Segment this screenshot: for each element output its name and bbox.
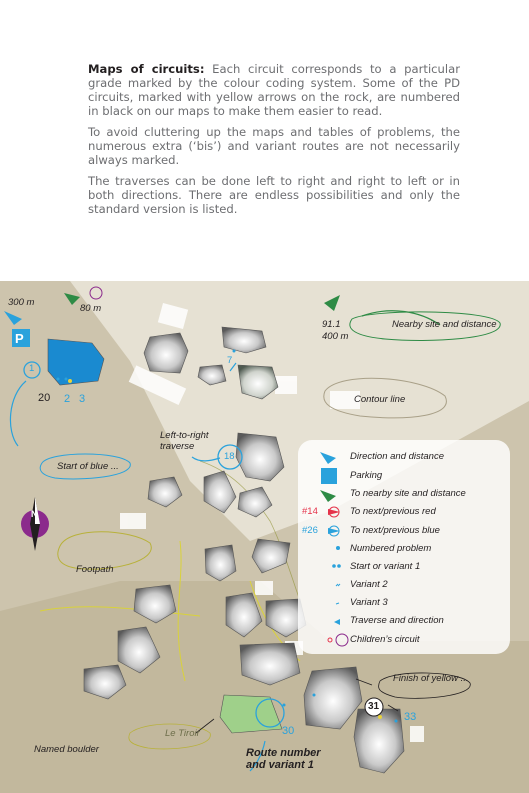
legend-direction: Direction and distance xyxy=(350,451,444,462)
problem-33: 33 xyxy=(404,711,417,723)
legend-red-icon xyxy=(328,507,340,517)
legend-start-icon xyxy=(337,564,341,568)
le-tiroir-label: Le Tiroir xyxy=(165,728,200,739)
nearby-site-label: Nearby site and distance xyxy=(392,319,497,330)
map-legend xyxy=(298,440,510,654)
legend-v3: Variant 3 xyxy=(350,597,388,608)
problem-2: 2 xyxy=(64,393,71,405)
legend-red: To next/previous red xyxy=(350,506,436,517)
intro-p1-text: Each circuit corresponds to a particular grade marked by the colour coding system. Some of the PD circuits, marked with yellow arrows on the rock, are numbered in black on our maps to make them easier to read. xyxy=(88,62,460,118)
finish-yellow-label: Finish of yellow ... xyxy=(393,673,469,684)
problem-7: 7 xyxy=(227,355,233,366)
intro-paragraph-1 xyxy=(88,62,460,118)
start-blue-label: Start of blue ... xyxy=(57,461,119,472)
legend-v2-icon xyxy=(336,584,340,586)
legend-start: Start or variant 1 xyxy=(350,561,421,572)
named-boulder-label: Named boulder xyxy=(34,744,99,755)
intro-paragraph-3: The traverses can be done left to right and right to left or in both directions. There are endless possibilities and only the standard version is listed. xyxy=(88,174,460,216)
ltr-traverse-label-2: traverse xyxy=(160,441,195,452)
dist-91: 91.1 xyxy=(322,319,341,330)
legend-traverse: Traverse and direction xyxy=(350,615,444,626)
legend-blue: To next/previous blue xyxy=(350,525,440,536)
dist-80: 80 m xyxy=(80,303,102,314)
legend-v3-icon xyxy=(336,603,339,604)
intro-paragraph-2: To avoid cluttering up the maps and tables of problems, the numerous extra (‘bis’) and variant routes are not necessarily always marked. xyxy=(88,125,460,167)
parking-symbol: P xyxy=(15,331,24,346)
legend-traverse-icon xyxy=(334,619,340,625)
legend-parking-icon xyxy=(321,468,337,484)
legend-numbered: Numbered problem xyxy=(350,543,432,554)
legend-children: Children’s circuit xyxy=(350,634,420,645)
legend-blue-icon xyxy=(328,526,340,536)
problem-18: 18 xyxy=(224,451,235,462)
legend-v2: Variant 2 xyxy=(350,579,388,590)
legend-children-icon xyxy=(328,634,348,646)
legend-parking: Parking xyxy=(350,470,383,481)
dist-400: 400 m xyxy=(322,331,349,342)
legend-blue-tag: #26 xyxy=(302,525,318,536)
legend-nearby: To nearby site and distance xyxy=(350,488,466,499)
contour-line-label: Contour line xyxy=(354,394,406,405)
legend-red-tag: #14 xyxy=(302,506,318,517)
problem-1: 1 xyxy=(29,363,35,374)
problem-20: 20 xyxy=(38,392,51,404)
legend-numbered-icon xyxy=(336,546,340,550)
route-number-label-1: Route number xyxy=(246,747,321,759)
intro-text xyxy=(88,62,460,223)
legend-nearby-icon xyxy=(320,490,336,502)
compass-n: N xyxy=(31,509,38,519)
ltr-traverse-label-1: Left-to-right xyxy=(160,430,209,441)
legend-direction-icon xyxy=(320,452,336,464)
route-number-label-2: and variant 1 xyxy=(246,759,314,771)
problem-3: 3 xyxy=(79,393,86,405)
footpath-label: Footpath xyxy=(76,564,114,575)
problem-31: 31 xyxy=(368,701,380,712)
dist-300: 300 m xyxy=(8,297,35,308)
intro-lead: Maps of circuits: xyxy=(88,62,205,76)
problem-30: 30 xyxy=(282,725,295,737)
